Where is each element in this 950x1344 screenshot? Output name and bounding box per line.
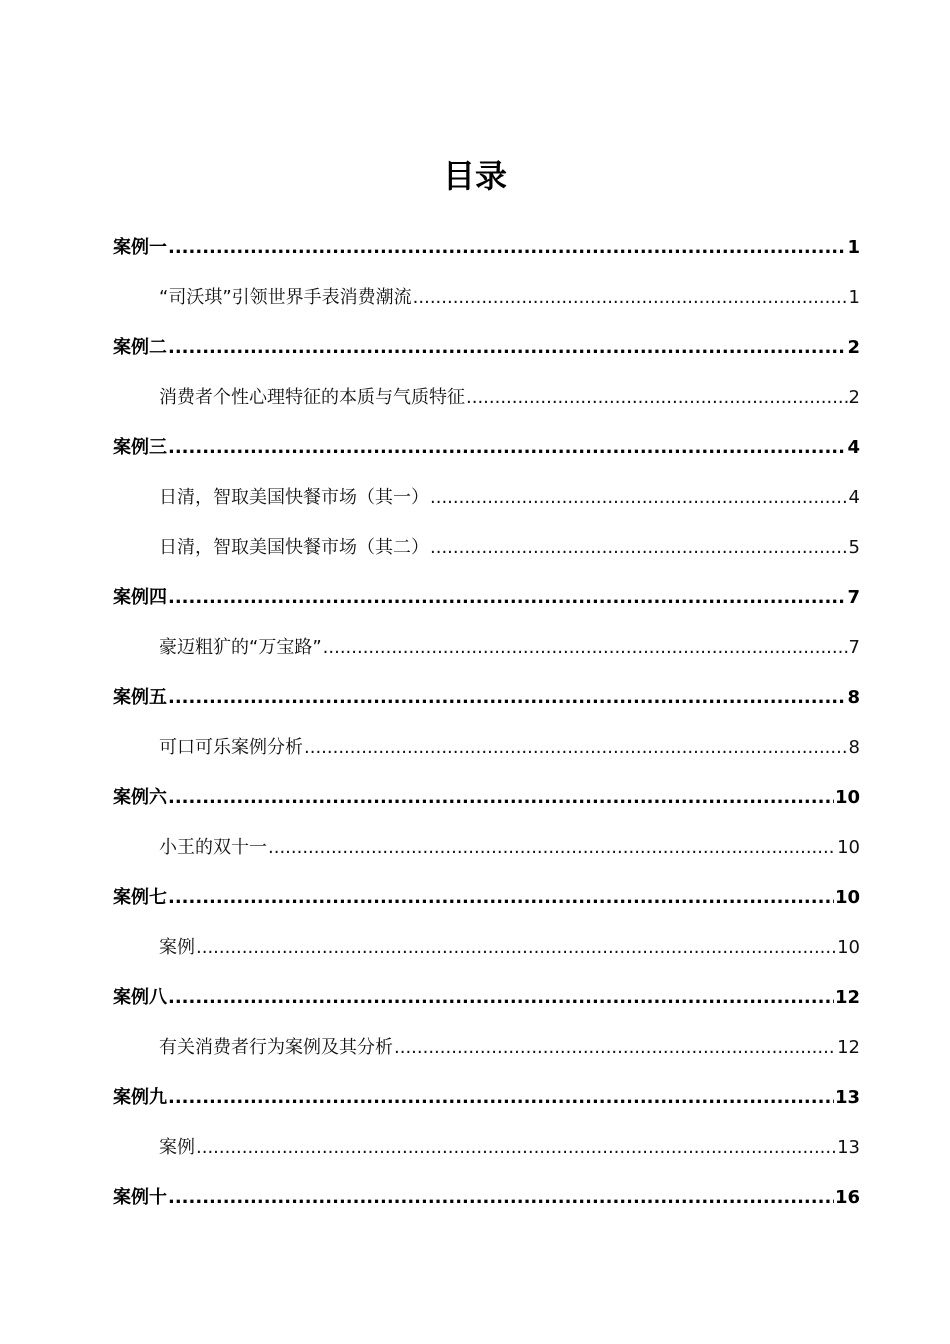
toc-entry-text: 案例 [159,1137,195,1158]
toc-dot-leader [168,973,834,1023]
toc-page-number: 1 [847,237,860,258]
toc-page-number: 10 [834,887,860,908]
toc-dot-leader [196,923,836,973]
toc-dot-leader [394,1023,836,1073]
toc-entry-7[interactable] [113,523,860,573]
toc-page-number: 8 [848,737,860,758]
toc-dot-leader [413,273,848,323]
toc-page-number: 8 [847,687,860,708]
toc-dot-leader [168,873,834,923]
toc-dot-leader [323,623,848,673]
toc-page-number: 10 [834,787,860,808]
toc-page-number: 7 [847,587,860,608]
toc-page-number: 10 [837,937,860,958]
toc-dot-leader [168,573,846,623]
toc-entry-11[interactable] [113,723,860,773]
toc-entry-text: 案例五 [113,687,167,708]
toc-dot-leader [196,1123,836,1173]
toc-entry-10[interactable] [113,673,860,723]
page-title: 目录 [442,157,507,195]
toc-entry-text: 消费者个性心理特征的本质与气质特征 [159,387,465,408]
toc-dot-leader [304,723,848,773]
toc-entry-text: “司沃琪”引领世界手表消费潮流 [159,287,412,308]
toc-entry-18[interactable] [113,1073,860,1123]
toc-entry-text: 日清，智取美国快餐市场（其二） [159,537,429,558]
toc-dot-leader [168,323,846,373]
toc-page-number: 7 [848,637,860,658]
toc-entry-text: 案例一 [113,237,167,258]
toc-entry-text: 案例二 [113,337,167,358]
toc-page-number: 13 [837,1137,860,1158]
toc-entry-16[interactable] [113,973,860,1023]
toc-dot-leader [168,423,846,473]
toc-entry-4[interactable] [113,373,860,423]
toc-dot-leader [466,373,848,423]
toc-page-number: 1 [848,287,860,308]
toc-page-number: 13 [834,1087,860,1108]
toc-entry-text: 案例八 [113,987,167,1008]
toc-entry-text: 案例十 [113,1187,167,1208]
toc-entry-text: 案例七 [113,887,167,908]
toc-dot-leader [168,1073,834,1123]
toc-page-number: 5 [848,537,860,558]
toc-entry-9[interactable] [113,623,860,673]
toc-entry-5[interactable] [113,423,860,473]
toc-entry-17[interactable] [113,1023,860,1073]
toc-dot-leader [430,473,848,523]
toc-page-number: 12 [834,987,860,1008]
toc-entry-8[interactable] [113,573,860,623]
toc-entry-text: 案例四 [113,587,167,608]
toc-entry-15[interactable] [113,923,860,973]
toc-entry-text: 案例三 [113,437,167,458]
toc-entry-13[interactable] [113,823,860,873]
toc-entry-20[interactable] [113,1173,860,1223]
toc-dot-leader [430,523,848,573]
toc-entry-1[interactable] [113,223,860,273]
toc-dot-leader [168,1173,834,1223]
toc-dot-leader [268,823,836,873]
toc-entry-text: 有关消费者行为案例及其分析 [159,1037,393,1058]
toc-entry-19[interactable] [113,1123,860,1173]
toc-entry-text: 案例九 [113,1087,167,1108]
table-of-contents [113,223,860,1223]
toc-dot-leader [168,773,834,823]
toc-entry-14[interactable] [113,873,860,923]
toc-page-number: 4 [847,437,860,458]
toc-entry-6[interactable] [113,473,860,523]
toc-entry-text: 豪迈粗犷的“万宝路” [159,637,322,658]
toc-page-number: 16 [834,1187,860,1208]
toc-entry-text: 日清，智取美国快餐市场（其一） [159,487,429,508]
toc-page-number: 10 [837,837,860,858]
toc-entry-text: 可口可乐案例分析 [159,737,303,758]
toc-page-number: 2 [847,337,860,358]
toc-dot-leader [168,223,846,273]
toc-page-number: 2 [848,387,860,408]
toc-dot-leader [168,673,846,723]
toc-entry-text: 案例 [159,937,195,958]
toc-page-number: 4 [848,487,860,508]
toc-entry-2[interactable] [113,273,860,323]
toc-page-number: 12 [837,1037,860,1058]
toc-entry-text: 案例六 [113,787,167,808]
toc-entry-text: 小王的双十一 [159,837,267,858]
toc-entry-12[interactable] [113,773,860,823]
toc-entry-3[interactable] [113,323,860,373]
